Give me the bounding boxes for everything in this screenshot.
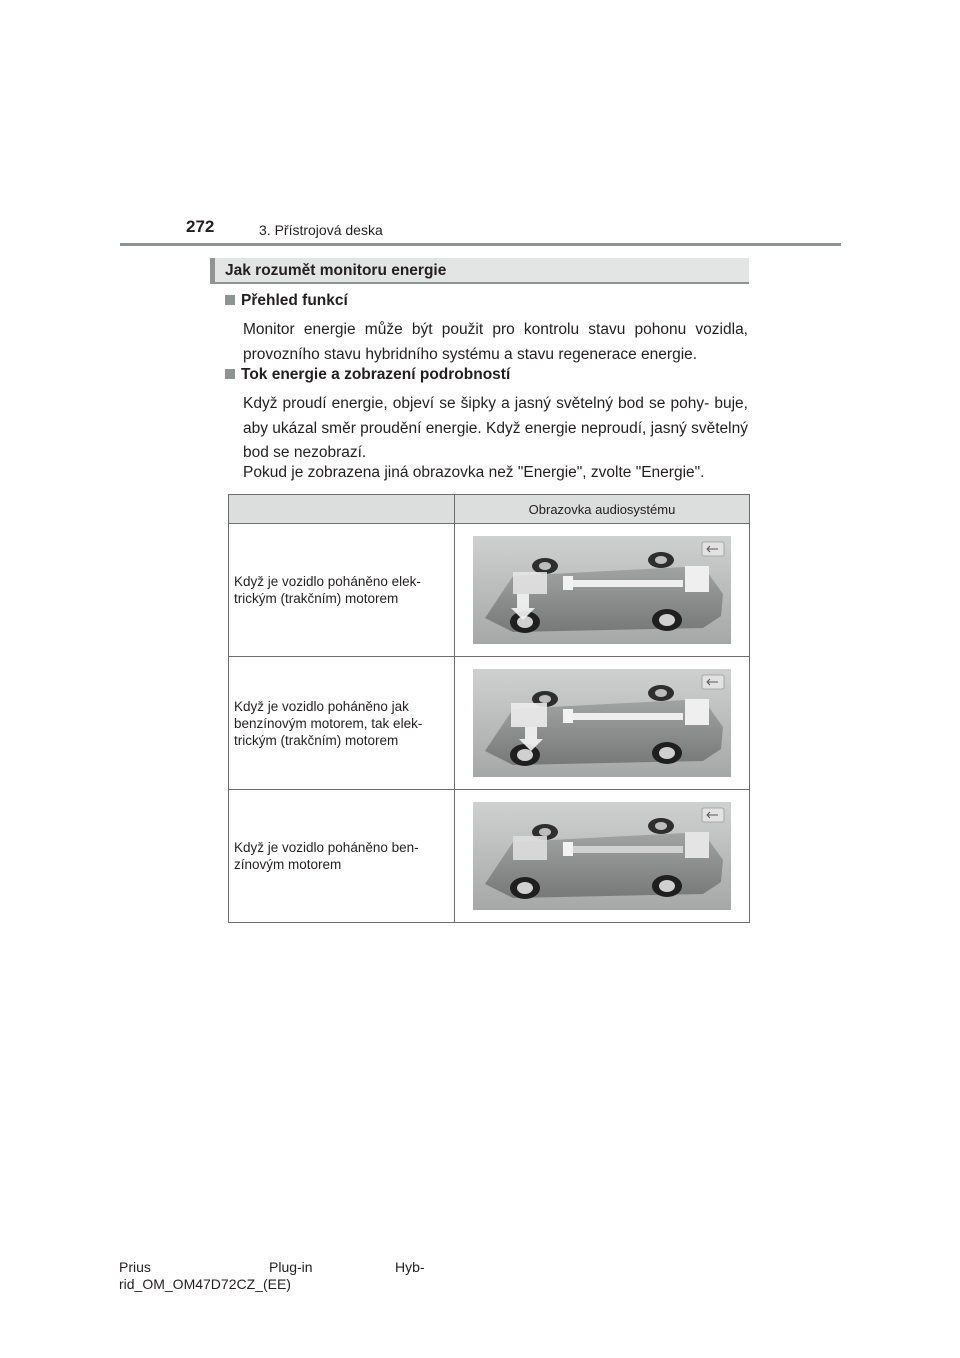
row-label (229, 790, 455, 923)
footer-code: rid_OM_OM47D72CZ_(EE) (119, 1276, 291, 1292)
table-row (229, 790, 750, 923)
table-row (229, 524, 750, 657)
label-line: Když je vozidlo poháněno elek- (234, 574, 421, 589)
footer-word: Hyb- (395, 1259, 425, 1275)
label-line: benzínovým motorem, tak elek- (234, 715, 423, 731)
label-line: trickým (trakčním) motorem (234, 591, 399, 606)
subheading-label: Tok energie a zobrazení podrobností (241, 366, 511, 383)
footer-word: Plug-in (269, 1259, 313, 1275)
screen-cell (455, 524, 750, 657)
section-title-bar (210, 258, 749, 284)
energy-screen-electric (473, 536, 731, 644)
paragraph: Když proudí energie, objeví se šipky a jasný světelný bod se pohy- buje, aby ukázal směr proudění energie. Když energie neproudí, jasný světelný bod se nezobrazí. (243, 395, 748, 461)
table-header-empty (229, 495, 455, 524)
row-label (229, 657, 455, 790)
table-header-audio-screen: Obrazovka audiosystému (455, 495, 750, 524)
paragraph: Monitor energie může být použit pro kontrolu stavu pohonu vozidla, provozního stavu hybridního systému a stavu regenerace energie. (243, 321, 748, 363)
label-line: trickým (trakčním) motorem (234, 732, 399, 748)
subheading-overview (225, 292, 348, 310)
energy-screen-hybrid (473, 669, 731, 777)
subheading-energy-flow (225, 366, 510, 384)
label-line: zínovým motorem (234, 857, 342, 872)
screen-cell (455, 790, 750, 923)
paragraph: Pokud je zobrazena jiná obrazovka než "Energie", zvolte "Energie". (243, 464, 705, 481)
energy-monitor-table (228, 494, 750, 923)
footer-word: Prius (119, 1259, 151, 1275)
chapter-title: 3. Přístrojová deska (259, 222, 383, 238)
footer-doc-id (119, 1259, 439, 1293)
square-bullet-icon (225, 295, 235, 305)
label-line: Když je vozidlo poháněno jak (234, 698, 409, 714)
row-label (229, 524, 455, 657)
table-row (229, 657, 750, 790)
screen-cell (455, 657, 750, 790)
page-number: 272 (186, 217, 215, 236)
section-title: Jak rozumět monitoru energie (225, 262, 447, 279)
label-line: Když je vozidlo poháněno ben- (234, 840, 419, 855)
energy-screen-gasoline (473, 802, 731, 910)
table-header-row (229, 495, 750, 524)
subheading-label: Přehled funkcí (241, 292, 348, 309)
square-bullet-icon (225, 369, 235, 379)
header-rule (120, 243, 841, 246)
